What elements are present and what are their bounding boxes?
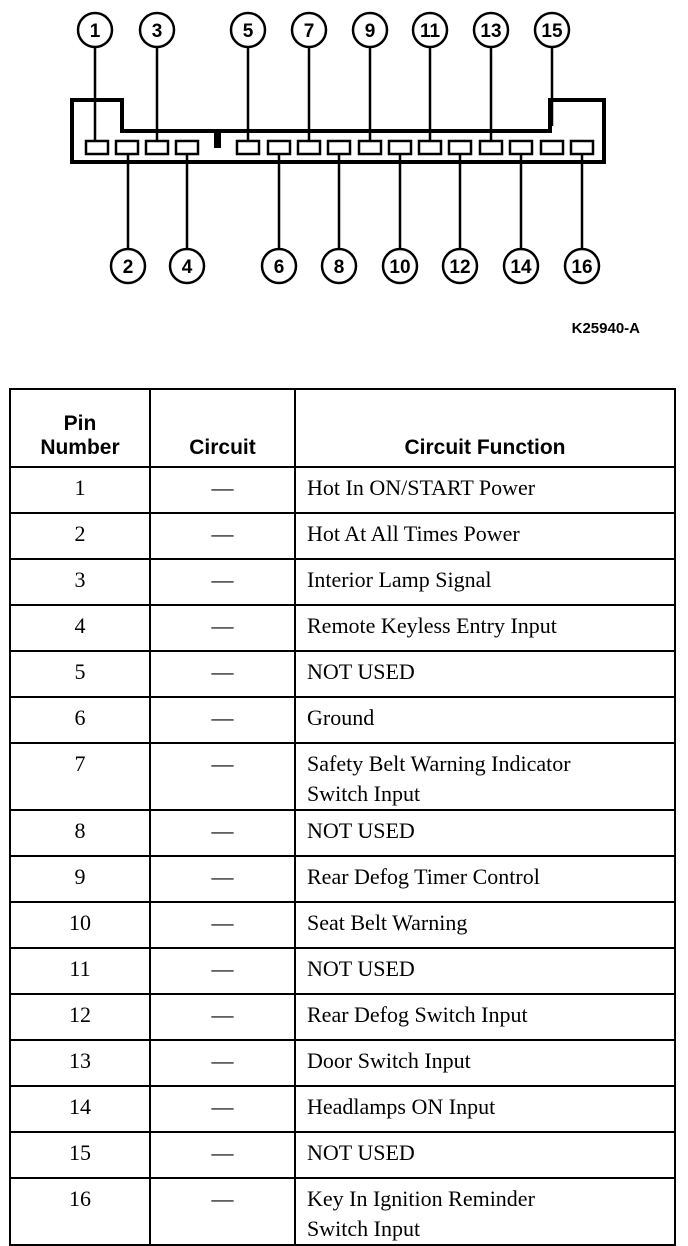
- circuit-function-cell: [295, 743, 675, 810]
- header-pin-line2: Number: [40, 435, 120, 459]
- header-circuit-function: Circuit Function: [295, 389, 675, 467]
- terminal-row: [86, 141, 593, 154]
- circuit-function-cell: [295, 513, 675, 559]
- table-row: [10, 994, 675, 1040]
- circuit-function-cell: [295, 559, 675, 605]
- terminal-1: [86, 141, 108, 154]
- function-line: Rear Defog Timer Control: [307, 864, 540, 889]
- terminal-11: [419, 141, 441, 154]
- function-line: Door Switch Input: [307, 1048, 471, 1073]
- circuit-cell: —: [150, 513, 295, 559]
- circuit-function-cell: [295, 1132, 675, 1178]
- circuit-function-cell: [295, 994, 675, 1040]
- terminal-6: [268, 141, 290, 154]
- connector-shell: [72, 100, 604, 162]
- pin-number-cell: 2: [10, 513, 150, 559]
- connector-diagram: [0, 0, 688, 340]
- table-row: [10, 1040, 675, 1086]
- pin-callout-2: [111, 249, 145, 283]
- callout-number: 13: [480, 21, 502, 42]
- table-row: [10, 1178, 675, 1245]
- function-line: NOT USED: [307, 818, 415, 843]
- terminal-8: [328, 141, 350, 154]
- function-line: Remote Keyless Entry Input: [307, 613, 557, 638]
- circuit-cell: —: [150, 1040, 295, 1086]
- header-pin-line1: Pin: [63, 411, 97, 435]
- function-line: Switch Input: [307, 781, 421, 806]
- callout-number: 14: [510, 257, 532, 278]
- pin-number-cell: 3: [10, 559, 150, 605]
- pin-callout-4: [170, 249, 204, 283]
- callout-number: 5: [242, 21, 254, 42]
- pin-callout-16: [565, 249, 599, 283]
- function-line: NOT USED: [307, 956, 415, 981]
- pin-number-cell: 9: [10, 856, 150, 902]
- circuit-function-cell: [295, 948, 675, 994]
- circuit-cell: —: [150, 743, 295, 810]
- pin-callout-5: [231, 13, 265, 47]
- table-row: [10, 856, 675, 902]
- table-row: [10, 743, 675, 810]
- table-row: [10, 559, 675, 605]
- table-row: [10, 1132, 675, 1178]
- circuit-function-cell: [295, 651, 675, 697]
- function-line: Key In Ignition Reminder: [307, 1186, 535, 1211]
- terminal-15: [541, 141, 563, 154]
- terminal-10: [389, 141, 411, 154]
- table-row: [10, 1086, 675, 1132]
- pin-number-cell: 6: [10, 697, 150, 743]
- pin-number-cell: 13: [10, 1040, 150, 1086]
- circuit-function-cell: [295, 467, 675, 513]
- table-header-row: [10, 389, 675, 467]
- function-line: Hot In ON/START Power: [307, 475, 536, 500]
- pin-callout-12: [443, 249, 477, 283]
- circuit-cell: —: [150, 1086, 295, 1132]
- terminal-9: [359, 141, 381, 154]
- pin-number-cell: 11: [10, 948, 150, 994]
- circuit-cell: —: [150, 856, 295, 902]
- callout-number: 1: [89, 21, 101, 42]
- circuit-cell: —: [150, 902, 295, 948]
- terminal-12: [449, 141, 471, 154]
- function-line: NOT USED: [307, 1140, 415, 1165]
- header-pin-number: [10, 389, 150, 467]
- terminal-4: [176, 141, 198, 154]
- callout-number: 15: [541, 21, 563, 42]
- polarizing-key: [214, 130, 221, 148]
- callout-number: 3: [151, 21, 163, 42]
- callout-number: 11: [419, 21, 441, 42]
- callout-number: 10: [389, 257, 411, 278]
- pin-number-cell: 7: [10, 743, 150, 810]
- circuit-function-cell: [295, 1178, 675, 1245]
- table-row: [10, 605, 675, 651]
- circuit-function-cell: [295, 810, 675, 856]
- circuit-cell: —: [150, 810, 295, 856]
- circuit-function-cell: [295, 697, 675, 743]
- callout-number: 8: [333, 257, 345, 278]
- circuit-cell: —: [150, 948, 295, 994]
- circuit-cell: —: [150, 1132, 295, 1178]
- pin-callout-7: [292, 13, 326, 47]
- table-row: [10, 948, 675, 994]
- circuit-function-cell: [295, 605, 675, 651]
- function-line: Ground: [307, 705, 375, 730]
- table-body: [10, 467, 675, 1245]
- pin-callout-13: [474, 13, 508, 47]
- circuit-cell: —: [150, 994, 295, 1040]
- pin-callout-15: [535, 13, 569, 47]
- circuit-cell: —: [150, 697, 295, 743]
- table-row: [10, 651, 675, 697]
- pin-number-cell: 8: [10, 810, 150, 856]
- function-line: NOT USED: [307, 659, 415, 684]
- terminal-7: [298, 141, 320, 154]
- table-row: [10, 513, 675, 559]
- terminal-14: [510, 141, 532, 154]
- circuit-cell: —: [150, 1178, 295, 1245]
- pin-callout-11: [413, 13, 447, 47]
- callout-number: 7: [303, 21, 315, 42]
- function-line: Seat Belt Warning: [307, 910, 468, 935]
- function-line: Switch Input: [307, 1216, 421, 1241]
- terminal-2: [116, 141, 138, 154]
- circuit-function-cell: [295, 1086, 675, 1132]
- terminal-3: [146, 141, 168, 154]
- callout-number: 6: [273, 257, 285, 278]
- header-circuit: Circuit: [150, 389, 295, 467]
- table-row: [10, 697, 675, 743]
- circuit-cell: —: [150, 651, 295, 697]
- pin-number-cell: 14: [10, 1086, 150, 1132]
- callout-number: 12: [449, 257, 471, 278]
- function-line: Hot At All Times Power: [307, 521, 520, 546]
- pin-number-cell: 12: [10, 994, 150, 1040]
- pin-callout-1: [78, 13, 112, 47]
- pin-callout-8: [322, 249, 356, 283]
- table-row: [10, 902, 675, 948]
- circuit-cell: —: [150, 559, 295, 605]
- pin-number-cell: 1: [10, 467, 150, 513]
- terminal-5: [237, 141, 259, 154]
- circuit-function-cell: [295, 1040, 675, 1086]
- function-line: Rear Defog Switch Input: [307, 1002, 528, 1027]
- pin-number-cell: 16: [10, 1178, 150, 1245]
- function-line: Interior Lamp Signal: [307, 567, 492, 592]
- pin-callout-10: [383, 249, 417, 283]
- circuit-cell: —: [150, 605, 295, 651]
- callout-number: 16: [571, 257, 593, 278]
- circuit-function-cell: [295, 856, 675, 902]
- pin-number-cell: 15: [10, 1132, 150, 1178]
- pin-number-cell: 5: [10, 651, 150, 697]
- callout-number: 4: [181, 257, 193, 278]
- terminal-16: [571, 141, 593, 154]
- callout-number: 2: [122, 257, 134, 278]
- pin-callout-14: [504, 249, 538, 283]
- function-line: Safety Belt Warning Indicator: [307, 751, 571, 776]
- pin-callout-6: [262, 249, 296, 283]
- function-line: Headlamps ON Input: [307, 1094, 496, 1119]
- pin-callout-9: [353, 13, 387, 47]
- table-row: [10, 810, 675, 856]
- pin-number-cell: 10: [10, 902, 150, 948]
- pin-number-cell: 4: [10, 605, 150, 651]
- callout-number: 9: [364, 21, 376, 42]
- circuit-cell: —: [150, 467, 295, 513]
- pin-callout-3: [140, 13, 174, 47]
- figure-code: K25940-A: [571, 320, 640, 337]
- circuit-function-cell: [295, 902, 675, 948]
- pin-function-table: [9, 388, 676, 1246]
- table-row: [10, 467, 675, 513]
- terminal-13: [480, 141, 502, 154]
